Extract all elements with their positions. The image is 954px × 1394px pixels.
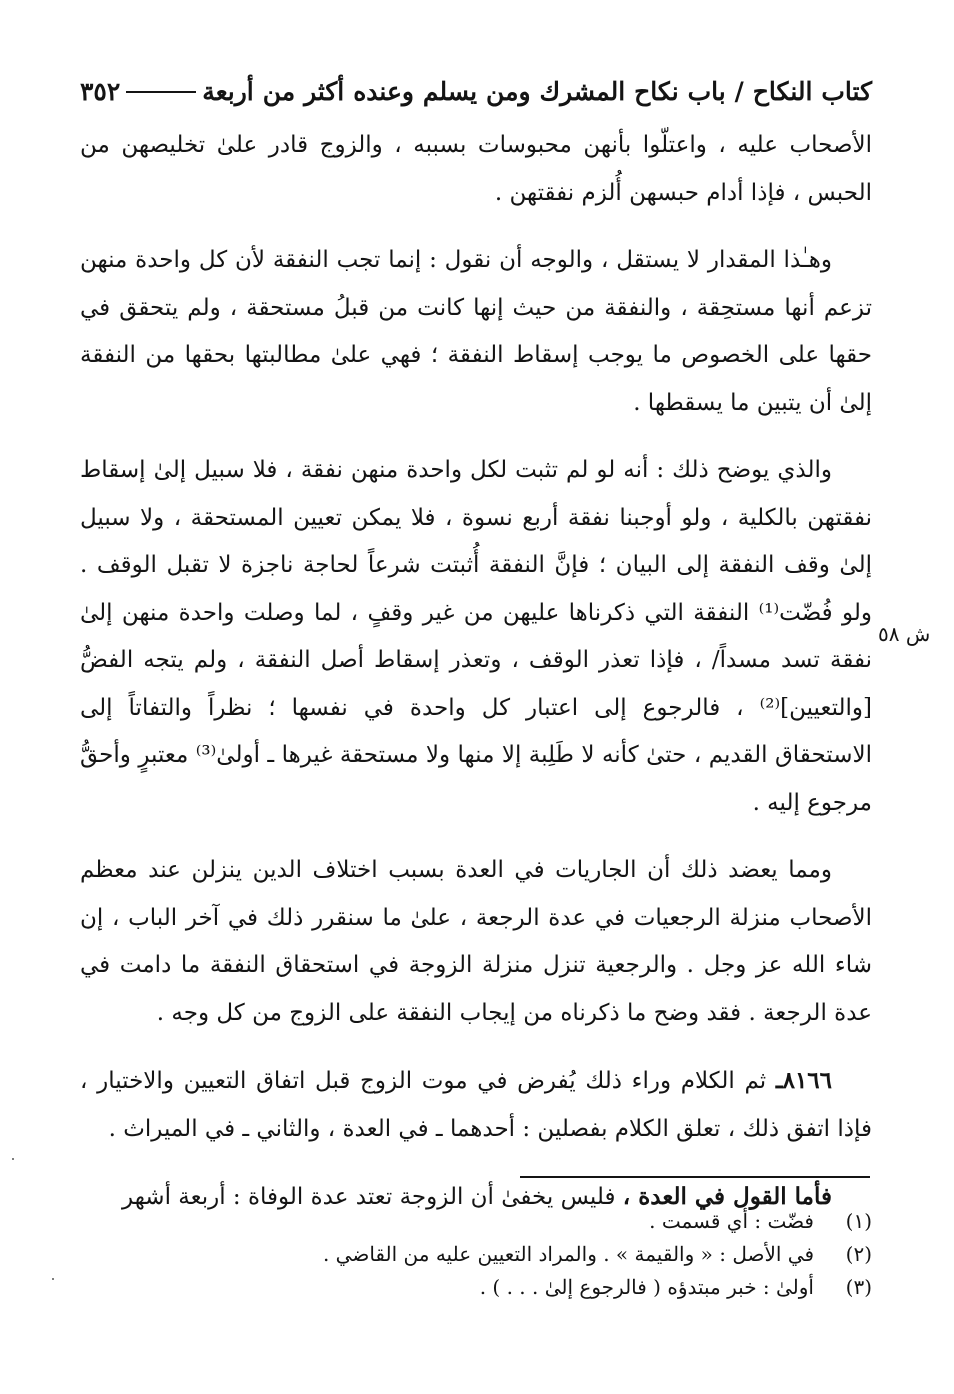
footnote-number: (١) (845, 1209, 872, 1233)
paragraph-6-text: فليس يخفىٰ أن الزوجة تعتد عدة الوفاة : أربعة أشهر (122, 1184, 616, 1210)
footnote-3 (80, 1271, 872, 1304)
footnote-separator (520, 1176, 870, 1178)
footnote-text: في الأصل : « والقيمة » . والمراد التعيين عليه من القاضي . (322, 1242, 814, 1266)
scan-speck (52, 1278, 54, 1280)
margin-note: ش ٥٨ (878, 622, 931, 646)
header-rule (126, 91, 196, 93)
scan-speck (12, 1158, 14, 1160)
running-title: كتاب النكاح / باب نكاح المشرك ومن يسلم وعنده أكثر من أربعة (202, 77, 872, 106)
section-number: ٨١٦٦ـ (775, 1067, 833, 1094)
footnote-text: فضّت : أي قسمت . (649, 1209, 814, 1233)
paragraph-5-text: ثم الكلام وراء ذلك يُفرض في موت الزوج قبل اتفاق التعيين والاختيار ، فإذا اتفق ذلك ، تعلق الكلام بفصلين : أحدهما ـ في العدة ، والثاني ـ في الميراث . (80, 1068, 872, 1142)
paragraph-1: الأصحاب عليه ، واعتلّوا بأنهن محبوسات بسببه ، والزوج قادر علىٰ تخليصهن من الحبس ، فإذا أدام حبسهن أُلزم نفقتهن . (80, 132, 872, 206)
page-body (80, 62, 872, 1226)
running-header (80, 62, 872, 122)
paragraph-2: وهـٰذا المقدار لا يستقل ، والوجه أن نقول : إنما تجب النفقة لأن كل واحدة منهن تزعم أنها مستحِقة ، والنفقة من حيث إنها كانت من قبلُ مستحقة ، ولم يتحقق في حقها على الخصوص ما يوجب إسقاط النفقة ؛ فهي علىٰ مطالبتها بحقها من النفقة إلىٰ أن يتبين ما يسقطها . (80, 247, 872, 416)
page-number: ٣٥٢ (80, 77, 121, 106)
footnote-1 (80, 1205, 872, 1238)
footnote-2 (80, 1238, 872, 1271)
section-lead: فأما القول في العدة ، (622, 1183, 832, 1210)
paragraph-5 (80, 1057, 872, 1153)
paragraph-3: والذي يوضح ذلك : أنه لو لم تثبت لكل واحدة منهن نفقة ، فلا سبيل إلىٰ إسقاط نفقتهن بالكلية ، ولو أوجبنا نفقة أربع نسوة ، فلا يمكن تعيين المستحقة ، ولا سبيل إلىٰ وقف النفقة إلى البيان ؛ فإنَّ النفقة أُثبتت شرعاً لحاجة ناجزة لا تقبل الوقف . ولو فُضّت⁽¹⁾ النفقة التي ذكرناها عليهن من غير وقفٍ ، لما وصلت واحدة منهن إلىٰ نفقة تسد مسداً/ ، فإذا تعذر الوقف ، وتعذر إسقاط أصل النفقة ، ولم يتجه الفضُّ [والتعيين]⁽²⁾ ، فالرجوع إلى اعتبار كل واحدة في نفسها ؛ نظراً والتفاتاً إلى الاستحقاق القديم ، حتىٰ كأنه لا طَلِبة إلا منها ولا مستحقة غيرها ـ أولىٰ⁽³⁾ معتبرٍ وأحقُّ مرجوع إليه . (80, 457, 873, 816)
footnote-text: أولىٰ : خبر مبتدؤه ( فالرجوع إلىٰ . . . ) . (479, 1275, 814, 1299)
paragraph-4: ومما يعضد ذلك أن الجاريات في العدة بسبب اختلاف الدين ينزلن عند معظم الأصحاب منزلة الرجعيات في عدة الرجعة ، علىٰ ما سنقرر ذلك في آخر الباب ، إن شاء الله عز وجل . والرجعية تنزل منزلة الزوجة في استحقاق النفقة ما دامت في عدة الرجعة . فقد وضح ما ذكرناه من إيجاب النفقة على الزوج من كل وجه . (80, 857, 872, 1026)
footnotes (80, 1205, 872, 1304)
footnote-number: (٣) (845, 1275, 872, 1299)
footnote-number: (٢) (845, 1242, 872, 1266)
